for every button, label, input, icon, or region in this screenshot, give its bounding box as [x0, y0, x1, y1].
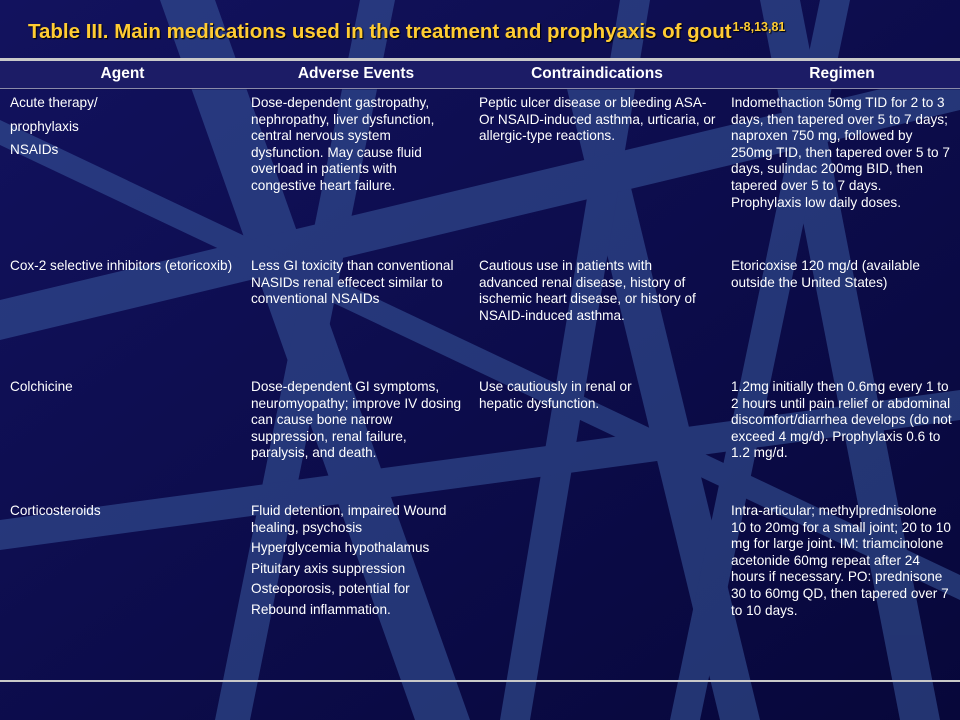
- adverse-text: Fluid detention, impaired Wound healing, psychosis: [251, 503, 447, 535]
- agent-line: Cox-2 selective inhibitors (etoricoxib): [10, 258, 233, 273]
- col-header-agent: Agent: [100, 65, 145, 82]
- agent-line: NSAIDs: [10, 142, 59, 158]
- bottom-rule: [0, 680, 960, 682]
- table-row-3-contraindications: Use cautiously in renal or hepatic dysfunction.: [479, 379, 632, 411]
- table-row-3-regimen: 1.2mg initially then 0.6mg every 1 to 2 hours until pain relief or abdominal discomfort/diarrhea develops (do not exceed 4 mg/d). Prophylaxis 0.6 to 1.2 mg/d.: [731, 379, 952, 461]
- adverse-text: Rebound inflammation.: [251, 601, 391, 617]
- title-text: Table III. Main medications used in the treatment and prophyaxis of gout: [28, 20, 732, 43]
- agent-line: Acute therapy/: [10, 95, 98, 110]
- agent-line: Corticosteroids: [10, 503, 101, 518]
- table-row-4-agent: [10, 503, 235, 520]
- col-header-contraindications: Contraindications: [531, 65, 663, 82]
- table-row-4-adverse-events: [251, 503, 463, 619]
- col-header-adverse-events: Adverse Events: [297, 65, 415, 82]
- table-row-1-regimen: Indomethaction 50mg TID for 2 to 3 days, then tapered over 5 to 7 days; naproxen 750 mg, followed by 250mg TID, then tapered over 5 to 7 days, sulindac 200mg BID, then tapered over 5 to 7 days. Prophylaxis low daily doses.: [731, 95, 950, 210]
- adverse-text: Dose-dependent GI symptoms, neuromyopathy; improve IV dosing can cause bone narrow suppression, renal failure, paralysis, and death.: [251, 379, 462, 461]
- table-row-2-contraindications: Cautious use in patients with advanced renal disease, history of ischemic heart disease, or history of NSAID-induced asthma.: [479, 258, 696, 323]
- agent-line: prophylaxis: [10, 118, 79, 134]
- adverse-text: Less GI toxicity than conventional NASIDs renal effecect similar to conventional NSAIDs: [251, 258, 454, 307]
- table-row-2-adverse-events: [251, 258, 463, 308]
- table-header: [0, 61, 960, 88]
- agent-line: Colchicine: [10, 379, 73, 394]
- adverse-text: Hyperglycemia hypothalamus: [251, 540, 430, 556]
- table-row-3-adverse-events: [251, 379, 463, 462]
- col-header-regimen: Regimen: [809, 65, 875, 82]
- table-row-1-agent: [10, 95, 235, 159]
- slide-title: [28, 20, 948, 44]
- adverse-text: Pituitary axis suppression: [251, 560, 406, 576]
- table-row-2-agent: [10, 258, 240, 275]
- table-row-1-contraindications: Peptic ulcer disease or bleeding ASA- Or NSAID-induced asthma, urticaria, or allergic-type reactions.: [479, 95, 716, 144]
- header-divider: [0, 88, 960, 89]
- title-superscript: 1-8,13,81: [732, 20, 786, 34]
- table-row-3-agent: [10, 379, 235, 396]
- table-row-1-adverse-events: [251, 95, 463, 195]
- adverse-text: Osteoporosis, potential for: [251, 581, 410, 597]
- table-row-2-regimen: Etoricoxise 120 mg/d (available outside the United States): [731, 258, 920, 290]
- table-row-4-regimen: Intra-articular; methylprednisolone 10 to 20mg for a small joint; 20 to 10 mg for large joint. IM: triamcinolone acetonide 60mg repeat after 24 hours if necessary. PO: prednisone 30 to 60mg QD, then tapered over 7 to 10 days.: [731, 503, 951, 618]
- adverse-text: Dose-dependent gastropathy, nephropathy, liver dysfunction, central nervous system dysfunction. May cause fluid overload in patients with congestive heart failure.: [251, 95, 435, 193]
